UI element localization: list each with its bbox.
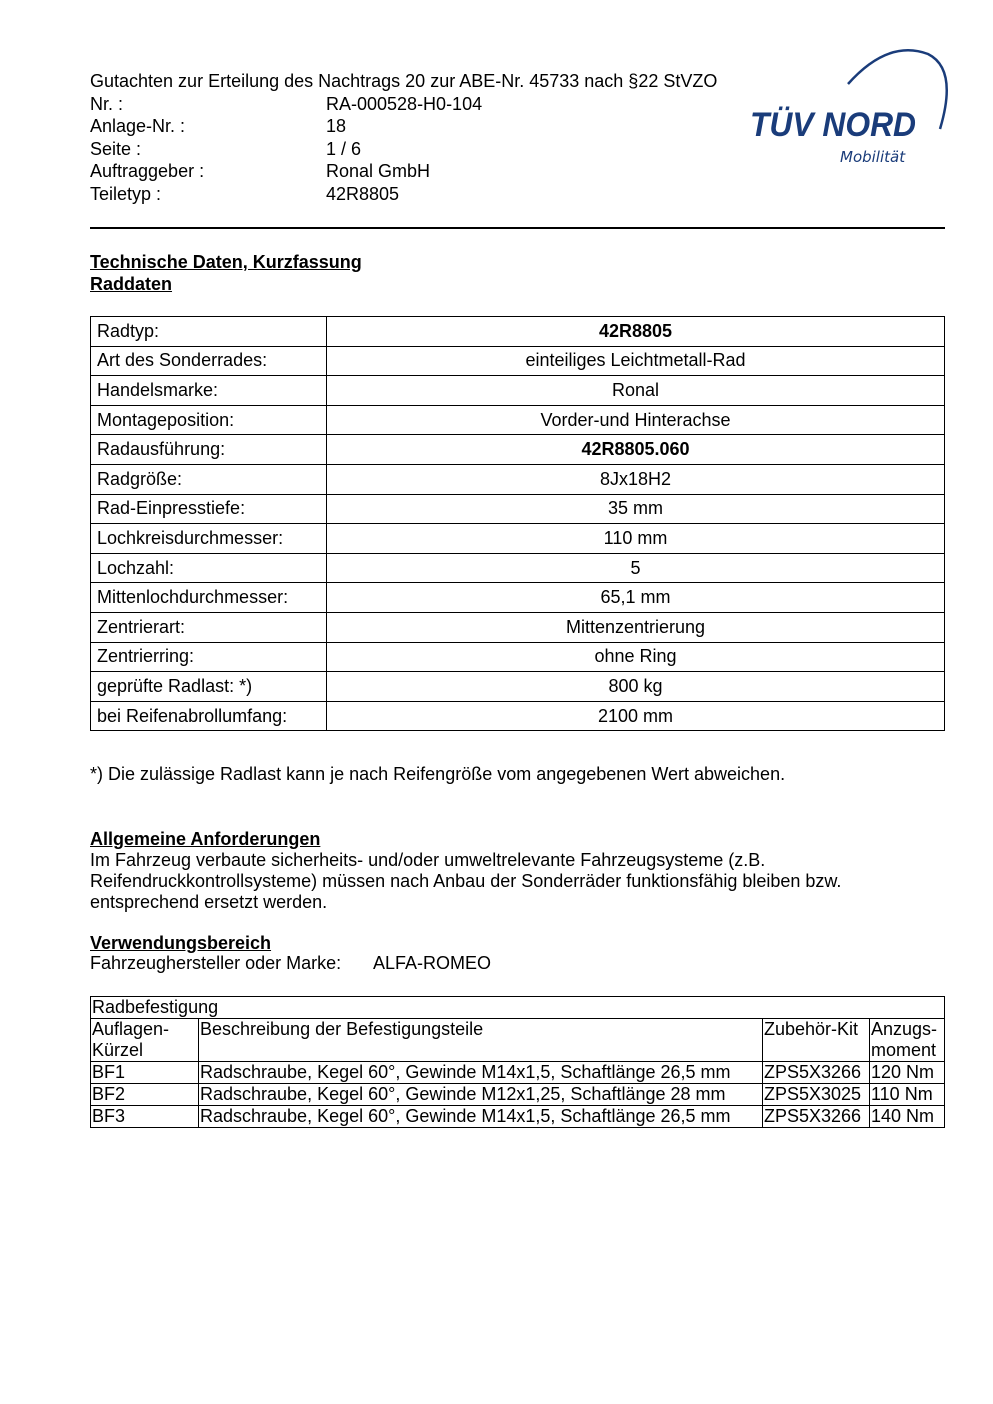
table-row: BF2 Radschraube, Kegel 60°, Gewinde M12x1,25, Schaftlänge 28 mm ZPS5X3025 110 Nm (91, 1084, 945, 1106)
table-row: bei Reifenabrollumfang: 2100 mm (91, 701, 945, 731)
table-row: geprüfte Radlast: *) 800 kg (91, 672, 945, 702)
wheel-data-table (90, 316, 945, 731)
document-header (90, 70, 790, 206)
header-row: Teiletyp : 42R8805 (90, 183, 400, 204)
table-row: Radgröße: 8Jx18H2 (91, 464, 945, 494)
table-caption-row: Radbefestigung (91, 997, 945, 1019)
footnote: *) Die zulässige Radlast kann je nach Reifengröße vom angegebenen Wert abweichen. (90, 764, 786, 784)
table-row: Radausführung: 42R8805.060 (91, 435, 945, 465)
logo-subtitle: Mobilität (840, 148, 906, 166)
header-row: Seite : 1 / 6 (90, 138, 362, 159)
usage-manufacturer: Fahrzeughersteller oder Marke: ALFA-ROMEO (90, 953, 492, 973)
table-row: Rad-Einpresstiefe: 35 mm (91, 494, 945, 524)
table-header-row: Auflagen- Kürzel Beschreibung der Befestigungsteile Zubehör-Kit Anzugs- moment (91, 1019, 945, 1062)
header-divider (90, 227, 945, 229)
section-title: Technische Daten, Kurzfassung (90, 252, 362, 272)
table-row: Zentrierart: Mittenzentrierung (91, 612, 945, 642)
document-title: Gutachten zur Erteilung des Nachtrags 20 zur ABE-Nr. 45733 nach §22 StVZO (90, 71, 718, 91)
table-row: BF3 Radschraube, Kegel 60°, Gewinde M14x1,5, Schaftlänge 26,5 mm ZPS5X3266 140 Nm (91, 1106, 945, 1128)
table-row: Art des Sonderrades: einteiliges Leichtmetall-Rad (91, 346, 945, 376)
table-row: Lochkreisdurchmesser: 110 mm (91, 524, 945, 554)
header-row: Nr. : RA-000528-H0-104 (90, 93, 483, 114)
requirements-text: Im Fahrzeug verbaute sicherheits- und/oder umweltrelevante Fahrzeugsysteme (z.B. Reifendruckkontrollsysteme) müssen nach Anbau der Sonderräder funktionsfähig bleiben bzw. entsprechend ersetzt werden. (90, 850, 842, 912)
table-row: Montageposition: Vorder-und Hinterachse (91, 405, 945, 435)
usage-title: Verwendungsbereich (90, 933, 272, 953)
header-row: Anlage-Nr. : 18 (90, 116, 347, 137)
table-row: Zentrierring: ohne Ring (91, 642, 945, 672)
table-row: Mittenlochdurchmesser: 65,1 mm (91, 583, 945, 613)
header-row: Auftraggeber : Ronal GmbH (90, 161, 431, 182)
section-subtitle: Raddaten (90, 274, 173, 294)
logo-brand: TÜV NORD (750, 106, 916, 144)
tuv-nord-logo (748, 44, 948, 174)
requirements-title: Allgemeine Anforderungen (90, 829, 321, 849)
table-row: BF1 Radschraube, Kegel 60°, Gewinde M14x1,5, Schaftlänge 26,5 mm ZPS5X3266 120 Nm (91, 1062, 945, 1084)
table-row: Radtyp: 42R8805 (91, 317, 945, 347)
table-row: Lochzahl: 5 (91, 553, 945, 583)
fastening-table (90, 996, 945, 1128)
table-row: Handelsmarke: Ronal (91, 376, 945, 406)
